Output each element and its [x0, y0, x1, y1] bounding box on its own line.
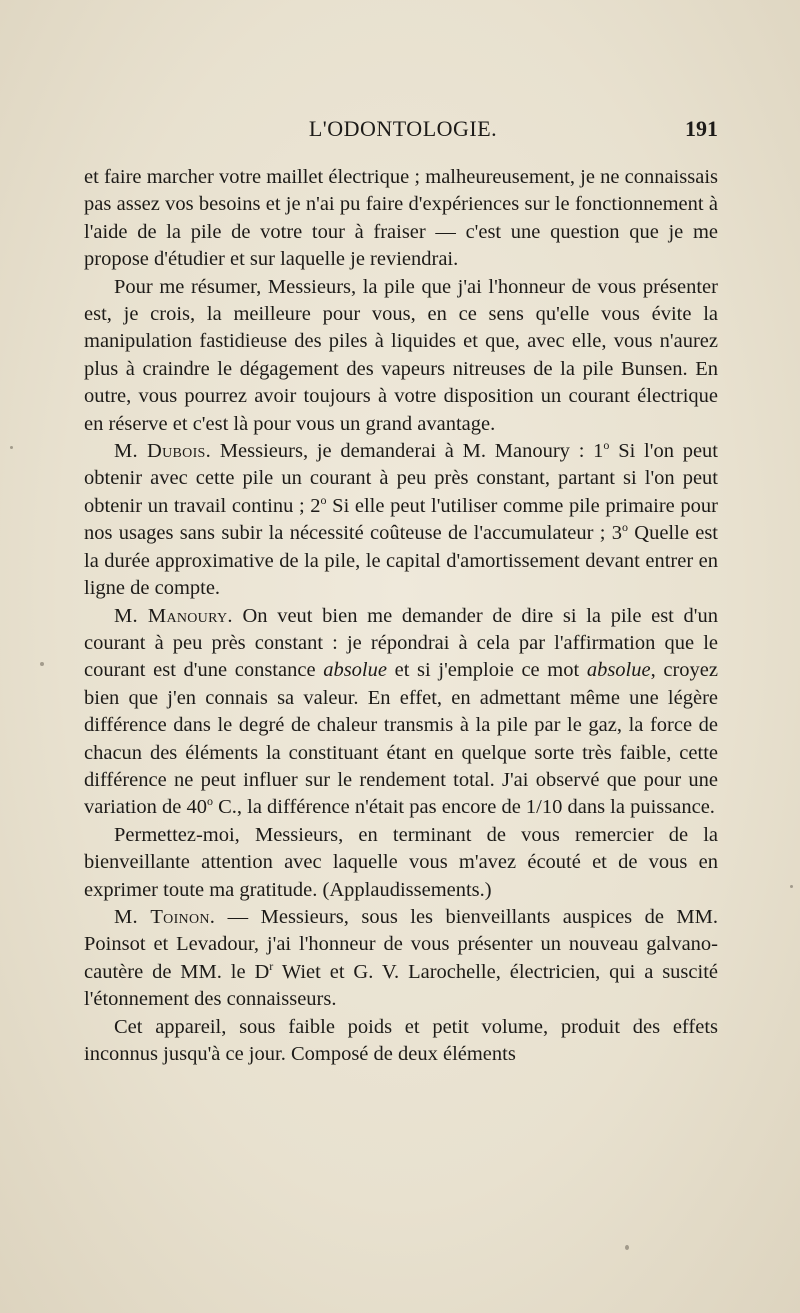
paragraph-4-text-a: On veut bien me demander de dire si la pile est d'un courant à peu près constant : je répondrai à cela par l'affirmation que le courant est d'une constance [84, 604, 718, 682]
paragraph-6-text-a: — Messieurs, sous les bienveillants auspices de MM. Poinsot et Levadour, j'ai l'honneur de vous présenter un nouveau galvano-cautère de MM. le D [84, 905, 718, 983]
paper-speck [10, 446, 13, 449]
title-superscript: r [269, 958, 274, 973]
speaker-name: M. Dubois. [114, 440, 212, 463]
page-number: 191 [685, 116, 718, 141]
paragraph-3-text-a: Messieurs, je demanderai à M. Manoury : 1 [211, 440, 604, 463]
paragraph-4-text-c: , croyez bien que j'en connais sa valeur. En effet, en admettant même une légère différence dans le degré de chaleur transmis à la pile par le gaz, la force de chacun des éléments la constituant étant en quelque sorte très faible, cette différence ne peut influer sur le rendement total. J'ai observé que pour une variation de 40 [84, 659, 719, 819]
paper-speck [40, 662, 44, 666]
paragraph-3-text-c: Si elle peut l'utiliser comme pile primaire pour nos usages sans subir la nécessité coûteuse de l'accumulateur ; 3 [84, 494, 718, 545]
speaker-name: M. Manoury. [114, 604, 233, 627]
emphasis-absolue: absolue [586, 659, 651, 682]
speaker-name: M. Toinon. [114, 905, 216, 928]
degree-superscript: o [206, 794, 213, 809]
paragraph-3-text-b: Si l'on peut obtenir avec cette pile un courant à peu près constant, partant si l'on peut obtenir un travail continu ; 2 [84, 440, 719, 517]
paper-speck [790, 885, 793, 888]
ordinal-superscript: o [621, 520, 628, 535]
paragraph-5: Permettez-moi, Messieurs, en terminant de vous remercier de la bienveillante attention avec laquelle vous m'avez écouté et de vous en exprimer toute ma gratitude. (Applaudissements.) [84, 823, 718, 901]
paragraph-1: et faire marcher votre maillet électrique ; malheureusement, je ne connaissais pas assez vos besoins et je n'ai pu faire d'expériences sur le fonctionnement à l'aide de la pile de votre tour à fraiser — c'est une question que je me propose d'étudier et sur laquelle je reviendrai. [84, 166, 718, 271]
body-text [84, 164, 718, 1068]
ordinal-superscript: o [320, 493, 327, 508]
paragraph-7: Cet appareil, sous faible poids et petit volume, produit des effets inconnus jusqu'à ce jour. Composé de deux éléments [84, 1015, 718, 1065]
paragraph-4-text-b: et si j'emploie ce mot [386, 659, 587, 682]
running-head [88, 116, 718, 144]
running-title: L'ODONTOLOGIE. [308, 116, 498, 141]
paragraph-3 [84, 438, 718, 602]
paragraph-6 [84, 904, 718, 1014]
paragraph-4 [84, 603, 718, 822]
emphasis-absolue: absolue [323, 659, 387, 682]
ordinal-superscript: o [603, 438, 610, 453]
paragraph-2: Pour me résumer, Messieurs, la pile que j'ai l'honneur de vous présenter est, je crois, la meilleure pour vous, en ce sens qu'elle vous évite la manipulation fastidieuse des piles à liquides et que, avec elle, vous n'aurez plus à craindre le dégagement des vapeurs nitreuses de la pile Bunsen. En outre, vous pourrez avoir toujours à votre disposition un courant électrique en réserve et c'est là pour vous un grand avantage. [84, 275, 718, 435]
paragraph-6-text-b: Wiet et G. V. Larochelle, électricien, qui a suscité l'étonnement des connaisseurs. [84, 960, 718, 1011]
paragraph-4-text-d: C., la différence n'était pas encore de 1/10 dans la puissance. [212, 796, 715, 819]
paragraph-3-text-d: Quelle est la durée approximative de la pile, le capital d'amortissement devant entrer en ligne de compte. [84, 522, 718, 600]
paper-speck [625, 1245, 629, 1250]
